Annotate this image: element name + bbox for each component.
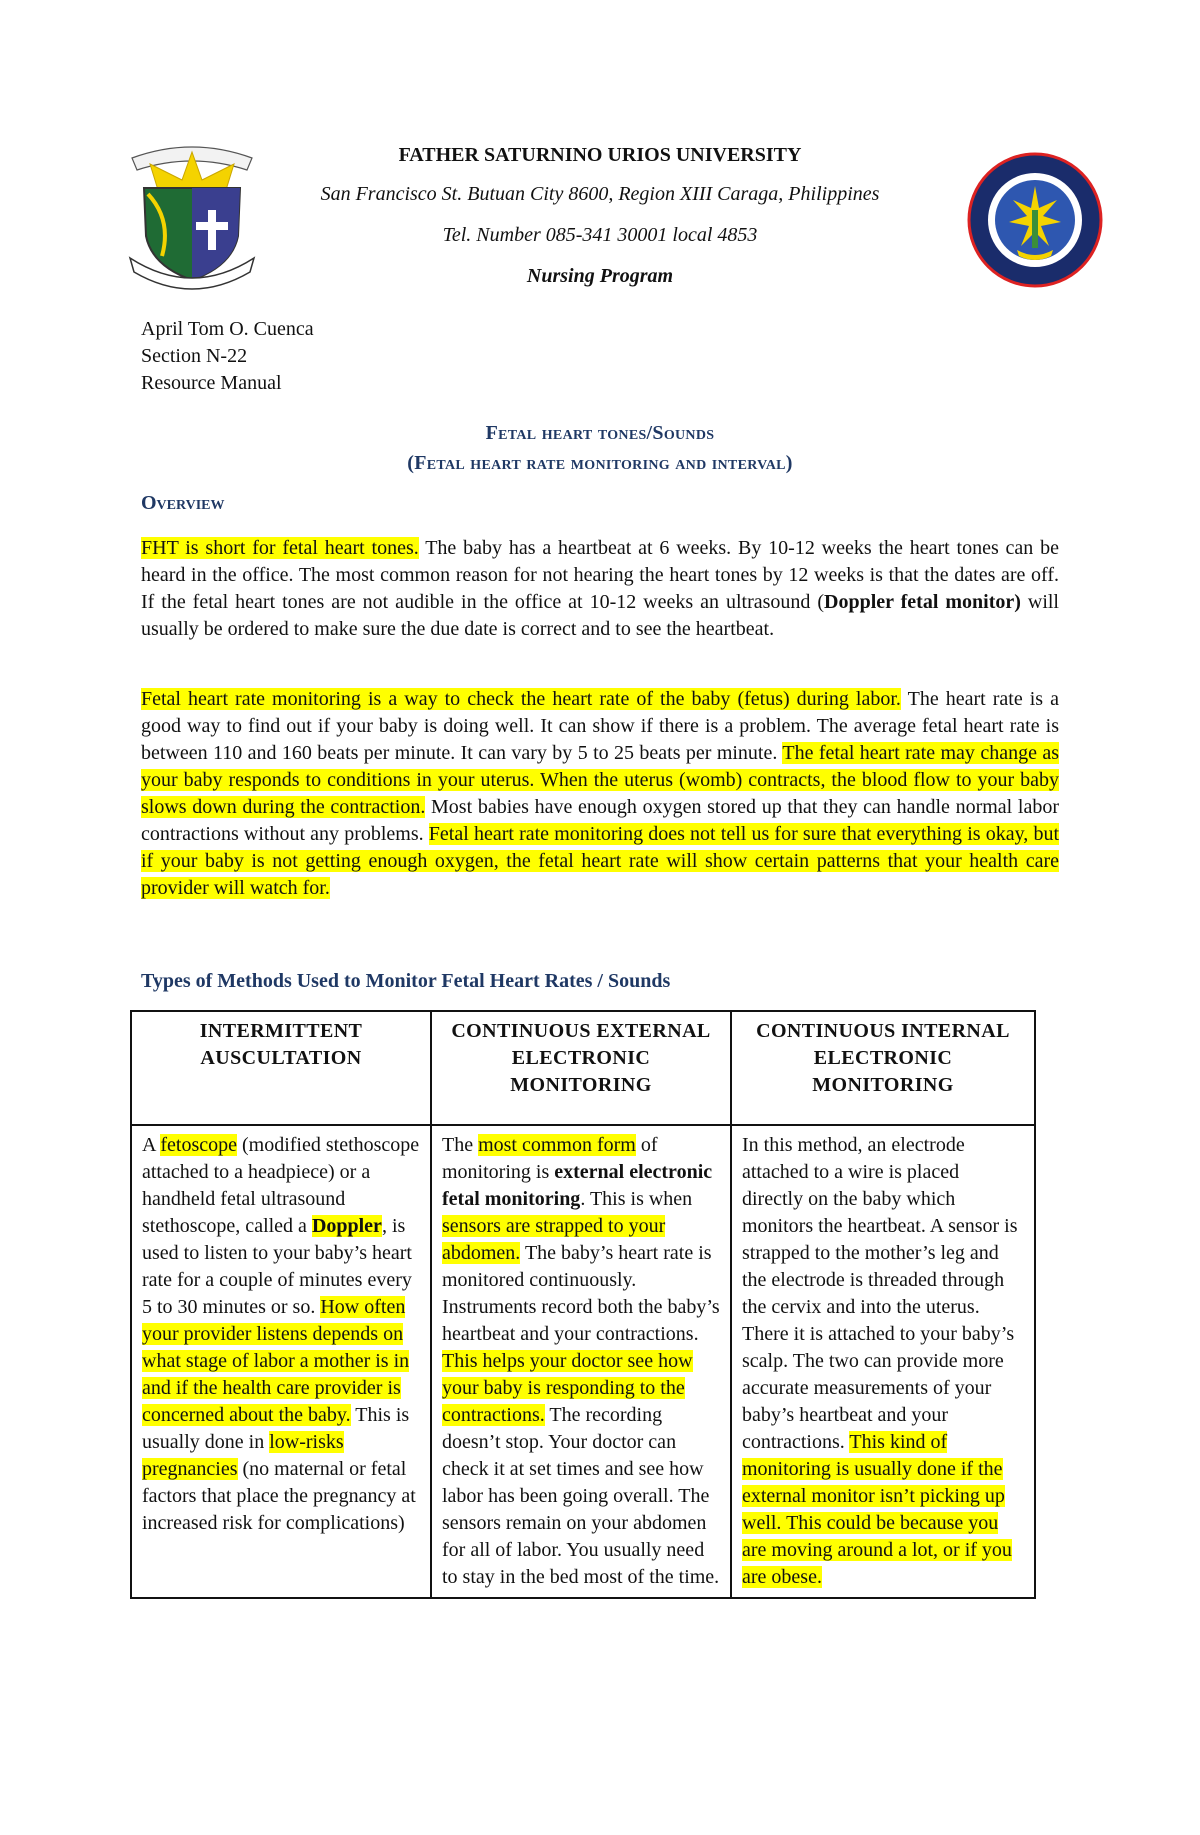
telephone-number: Tel. Number 085-341 30001 local 4853 — [442, 224, 758, 246]
table-header-row — [131, 1011, 1035, 1125]
student-section: Section N-22 — [141, 345, 248, 367]
overview-paragraph-1 — [141, 535, 1059, 643]
university-logo — [122, 140, 262, 290]
highlight: This helps your doctor see how your baby is responding to the contractions. — [442, 1350, 693, 1426]
highlight: Fetal heart rate monitoring does not tell us for sure that everything is okay, but if your baby is not getting enough oxygen, the fetal heart rate will show certain patterns that your health care provider will watch for. — [141, 823, 1059, 899]
cell-intermittent — [131, 1125, 431, 1598]
body-text: The heart rate is a good way to find out if your baby is doing well. It can show if there is a problem. The average fetal heart rate is between 110 and 160 beats per minute. It can vary by 5 to 25 beats per minute. — [141, 688, 1059, 764]
header-intermittent: INTERMITTENT AUSCULTATION — [131, 1011, 431, 1125]
body-text: The — [442, 1134, 479, 1156]
nursing-program-seal — [965, 150, 1105, 290]
program-name: Nursing Program — [526, 265, 674, 287]
body-text: (modified stethoscope attached to a headpiece) or a handheld fetal ultrasound stethoscope, called a — [142, 1134, 420, 1237]
student-name: April Tom O. Cuenca — [141, 318, 314, 340]
bold-text: external electronic fetal monitoring — [442, 1161, 713, 1210]
body-text: of monitoring is — [442, 1134, 658, 1183]
highlight — [312, 1215, 382, 1237]
body-text: The recording doesn’t stop. Your doctor can check it at set times and see how labor has been going overall. The sensors remain on your abdomen for all of labor. You usually need to stay in the bed most of the time. — [442, 1404, 720, 1588]
cell-internal — [731, 1125, 1035, 1598]
student-info — [141, 316, 314, 397]
document-type: Resource Manual — [141, 372, 282, 394]
university-address: San Francisco St. Butuan City 8600, Region XIII Caraga, Philippines — [320, 183, 880, 205]
highlight: Fetal heart rate monitoring is a way to check the heart rate of the baby (fetus) during labor. — [141, 688, 901, 710]
methods-heading: Types of Methods Used to Monitor Fetal Heart Rates / Sounds — [141, 970, 671, 992]
cell-external — [431, 1125, 731, 1598]
highlight: sensors are strapped to your abdomen. — [442, 1215, 666, 1264]
title-line-2: (Fetal heart rate monitoring and interval) — [407, 452, 793, 474]
body-text: . This is when — [580, 1188, 693, 1210]
university-name: FATHER SATURNINO URIOS UNIVERSITY — [398, 144, 802, 166]
body-text: The baby’s heart rate is monitored continuously. Instruments record both the baby’s heartbeat and your contractions. — [442, 1242, 720, 1345]
body-text: , is used to listen to your baby’s heart rate for a couple of minutes every 5 to 30 minutes or so. — [142, 1215, 412, 1318]
highlight: This kind of monitoring is usually done if the external monitor isn’t picking up well. This could be because you are moving around a lot, or if you are obese. — [742, 1431, 1012, 1588]
highlight: The fetal heart rate may change as your baby responds to conditions in your uterus. When the uterus (womb) contracts, the blood flow to your baby slows down during the contraction. — [141, 742, 1059, 818]
header-external: CONTINUOUS EXTERNAL ELECTRONIC MONITORING — [431, 1011, 731, 1125]
body-text: A — [142, 1134, 161, 1156]
body-text: (no maternal or fetal factors that place the pregnancy at increased risk for complications) — [142, 1458, 416, 1534]
overview-heading: Overview — [141, 492, 225, 514]
bold-text: Doppler fetal monitor) — [824, 591, 1021, 613]
body-text: will usually be ordered to make sure the due date is correct and to see the heartbeat. — [141, 591, 1059, 640]
highlight: How often your provider listens depends on what stage of labor a mother is in and if the health care provider is concerned about the baby. — [142, 1296, 410, 1426]
highlight: most common form — [478, 1134, 636, 1156]
highlight: fetoscope — [160, 1134, 237, 1156]
highlight: FHT is short for fetal heart tones. — [141, 537, 419, 559]
title-line-1: Fetal heart tones/Sounds — [485, 422, 715, 444]
overview-paragraph-2 — [141, 686, 1059, 902]
body-text: The baby has a heartbeat at 6 weeks. By 10-12 weeks the heart tones can be heard in the office. The most common reason for not hearing the heart tones by 12 weeks is that the dates are off. If the fetal heart tones are not audible in the office at 10-12 weeks an ultrasound ( — [141, 537, 1060, 613]
body-text: This is usually done in — [142, 1404, 410, 1453]
document-title — [141, 418, 1059, 478]
body-text: In this method, an electrode attached to a wire is placed directly on the baby which monitors the heartbeat. A sensor is strapped to the mother’s leg and the electrode is threaded through the cervix and into the uterus. There it is attached to your baby’s scalp. The two can provide more accurate measurements of your baby’s heartbeat and your contractions. — [742, 1134, 1018, 1453]
bold-text: Doppler — [311, 1215, 382, 1237]
body-text: Most babies have enough oxygen stored up that they can handle normal labor contractions without any problems. — [141, 796, 1059, 845]
highlight: low-risks pregnancies — [142, 1431, 344, 1480]
methods-table — [130, 1010, 1036, 1599]
letterhead — [250, 144, 950, 288]
header-internal: CONTINUOUS INTERNAL ELECTRONIC MONITORING — [731, 1011, 1035, 1125]
table-row — [131, 1125, 1035, 1598]
